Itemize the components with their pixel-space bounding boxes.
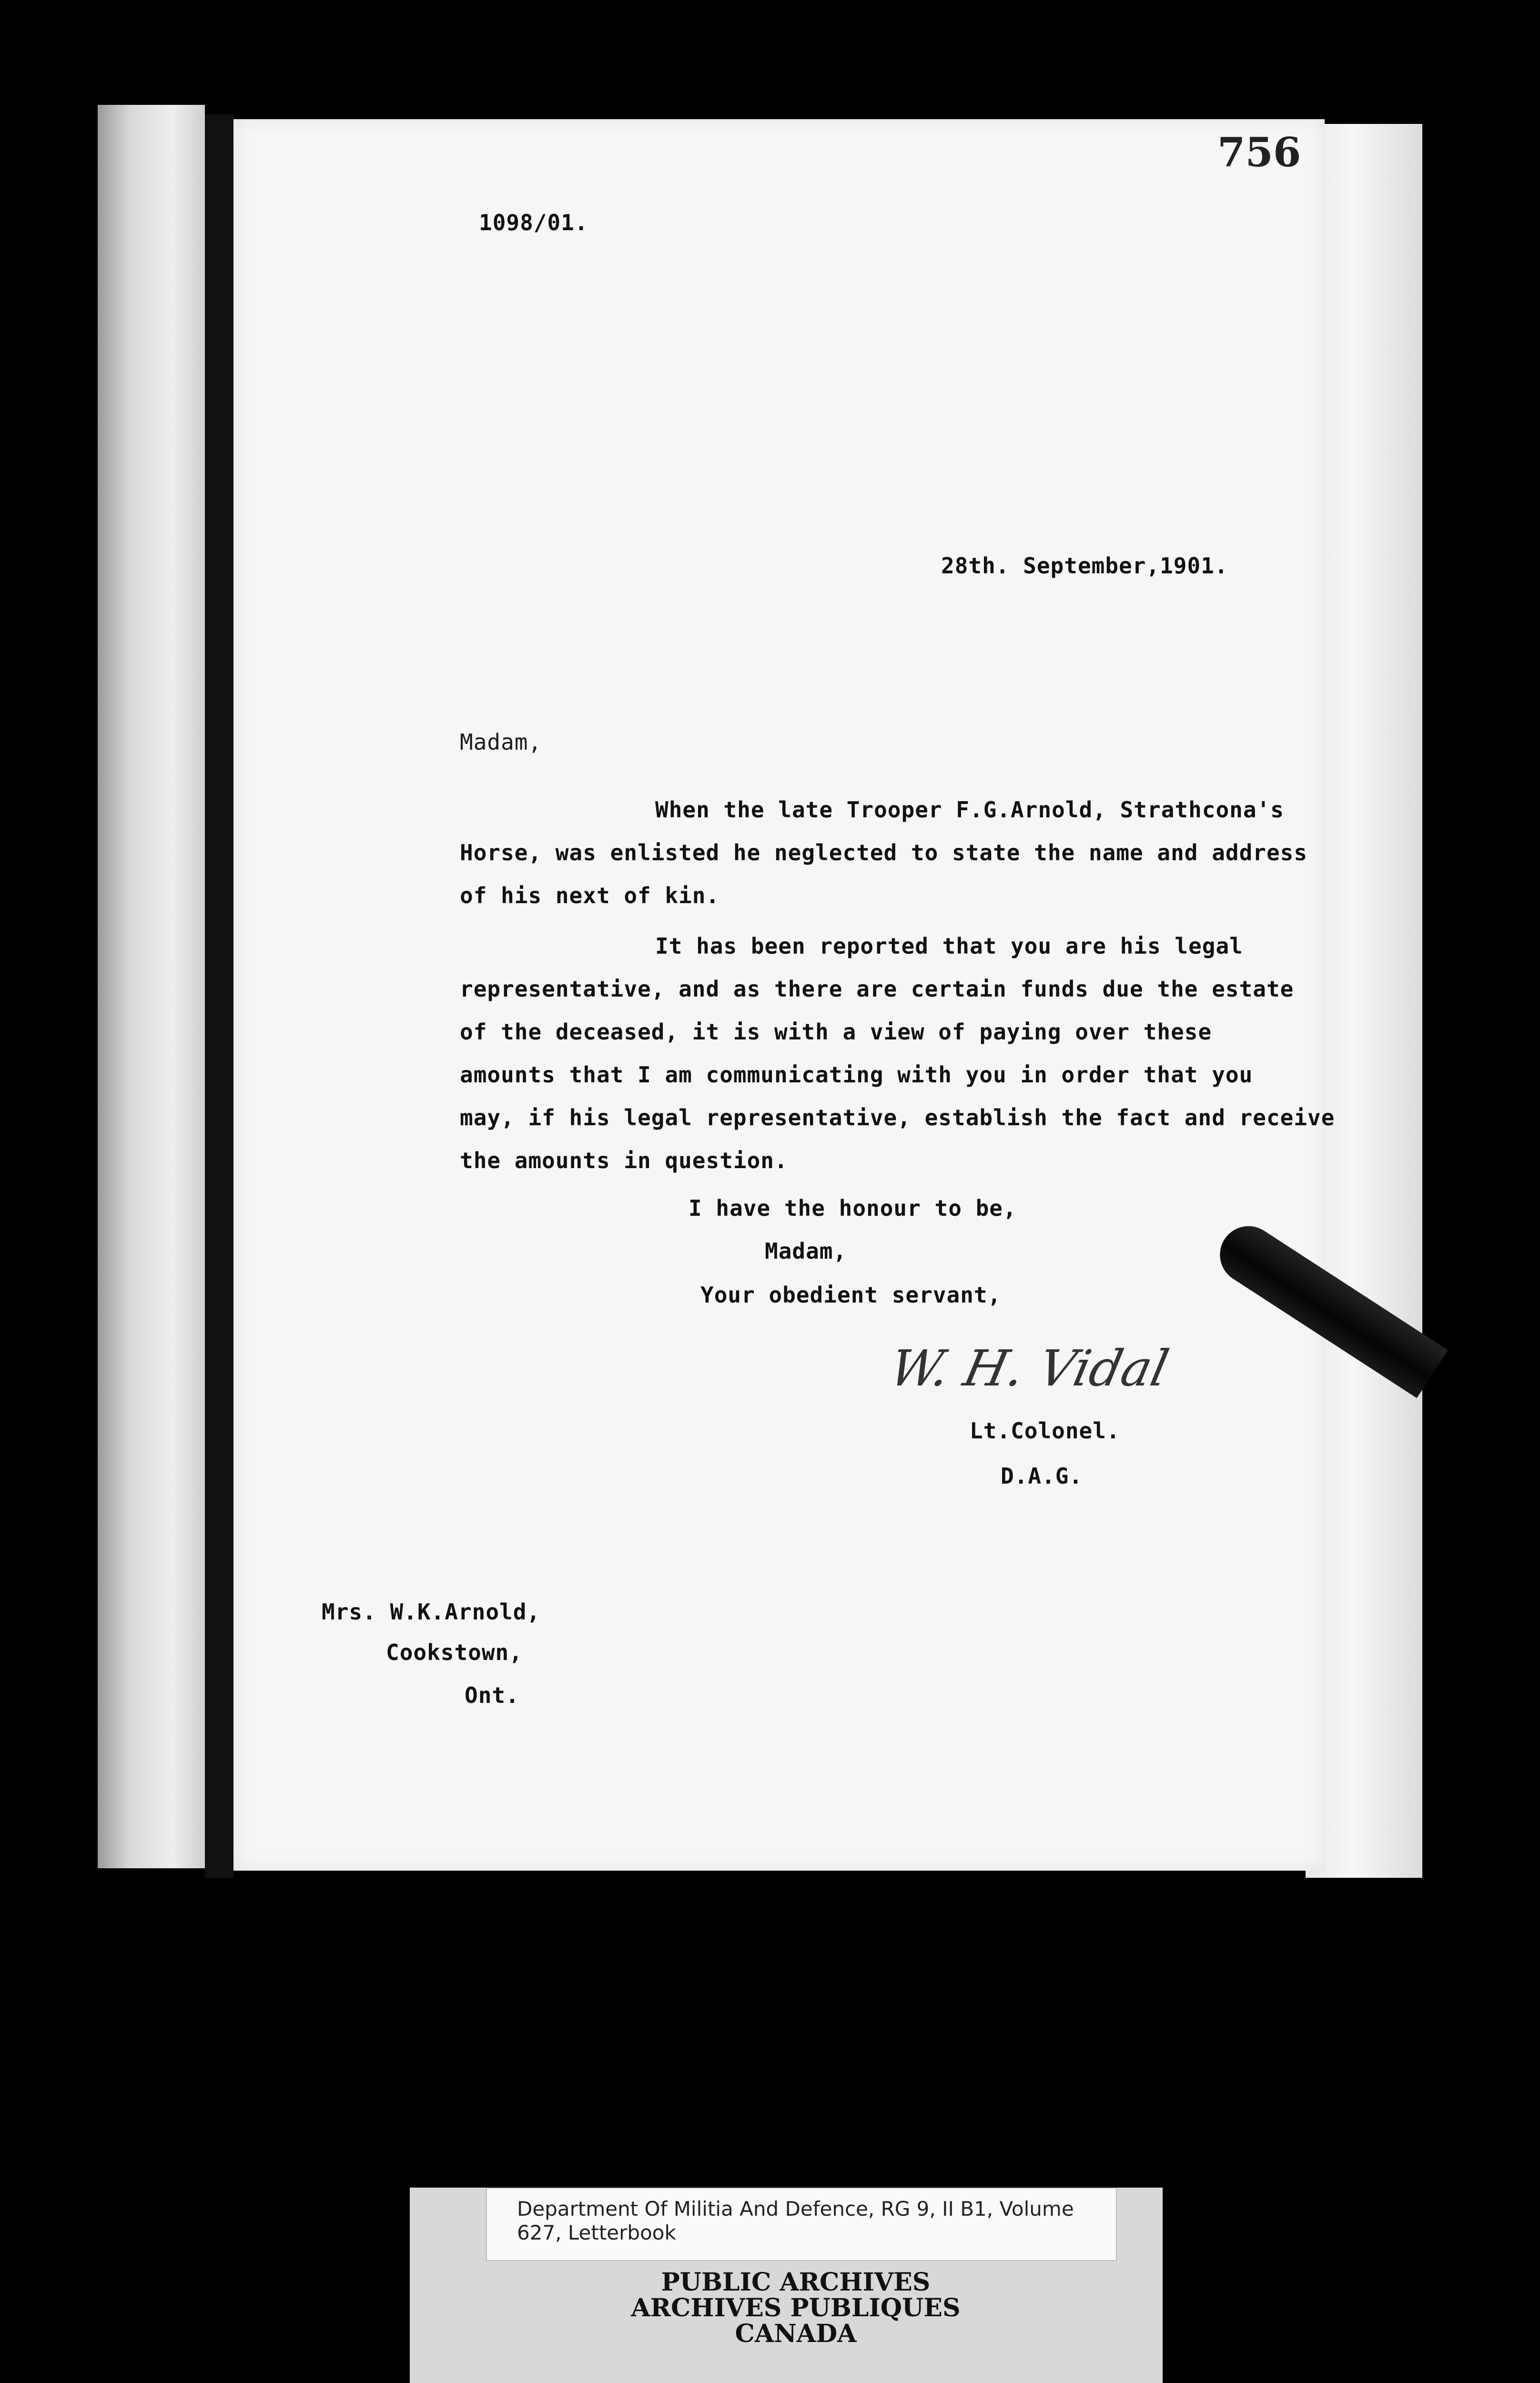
signatory-title: D.A.G. — [1001, 1463, 1083, 1489]
body-line: amounts that I am communicating with you in order that you — [460, 1062, 1253, 1088]
closing-line: Madam, — [765, 1238, 847, 1264]
archive-reference: Department Of Militia And Defence, RG 9, II B1, Volume 627, Letterbook — [517, 2197, 1074, 2244]
body-line: When the late Trooper F.G.Arnold, Strathcona's — [655, 797, 1284, 823]
folio-number: 756 — [1217, 129, 1301, 176]
file-number: 1098/01. — [479, 210, 588, 235]
closing-line: I have the honour to be, — [689, 1195, 1017, 1221]
underlying-page-left — [98, 105, 205, 1868]
address-line: Mrs. W.K.Arnold, — [322, 1599, 541, 1625]
archive-stamp-line: PUBLIC ARCHIVES — [661, 2268, 931, 2297]
body-line: of his next of kin. — [460, 883, 720, 908]
archive-stamp-line: ARCHIVES PUBLIQUES — [631, 2293, 961, 2322]
body-line: of the deceased, it is with a view of paying over these — [460, 1019, 1212, 1045]
salutation: Madam, — [460, 729, 542, 755]
page-gutter — [205, 114, 233, 1878]
handwritten-signature: W. H. Vidal — [885, 1339, 1174, 1397]
archive-stamp-line: CANADA — [735, 2319, 857, 2348]
body-line: Horse, was enlisted he neglected to state the name and address — [460, 840, 1308, 866]
address-line: Ont. — [465, 1682, 519, 1708]
body-line: It has been reported that you are his legal — [655, 933, 1243, 959]
address-line: Cookstown, — [386, 1640, 523, 1665]
closing-line: Your obedient servant, — [700, 1282, 1002, 1308]
body-line: may, if his legal representative, establish the fact and receive — [460, 1105, 1335, 1130]
letter-date: 28th. September,1901. — [941, 553, 1228, 579]
signatory-rank: Lt.Colonel. — [970, 1418, 1120, 1444]
body-line: representative, and as there are certain funds due the estate — [460, 976, 1294, 1002]
body-line: the amounts in question. — [460, 1148, 788, 1173]
